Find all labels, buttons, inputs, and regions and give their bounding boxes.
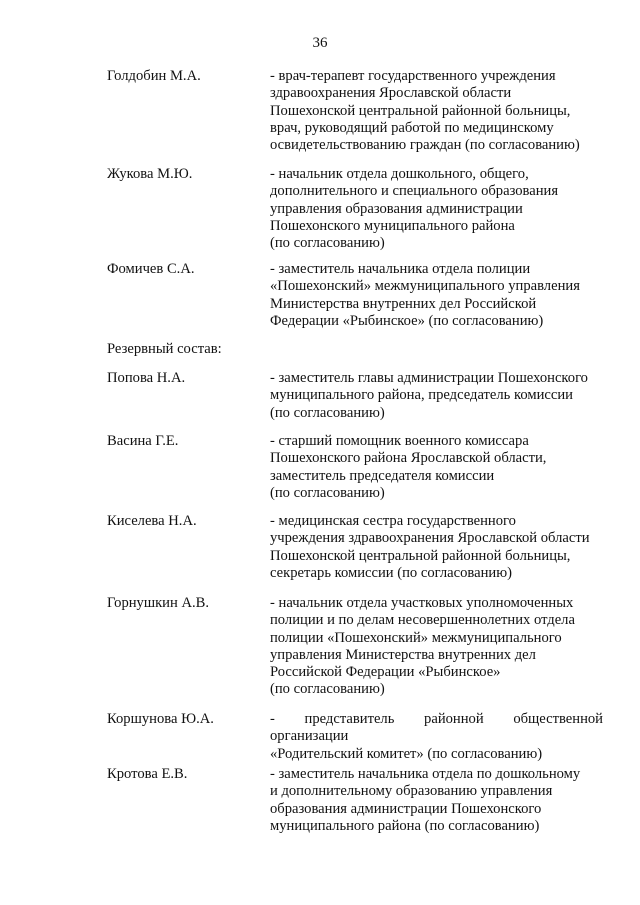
description-line: Пошехонской центральной районной больницы,: [270, 102, 571, 119]
member-name: Фомичев С.А.: [107, 261, 195, 277]
description-line: - медицинская сестра государственного: [270, 513, 516, 529]
page-number: 36: [312, 35, 328, 51]
description-line: «Родительский комитет» (по согласованию): [270, 745, 543, 762]
member-description: [270, 595, 603, 699]
description-line: освидетельствованию граждан (по согласованию): [270, 137, 580, 154]
description-line: и дополнительному образованию управления: [270, 783, 553, 800]
description-line: Пошехонского муниципального района: [270, 217, 515, 234]
description-line: здравоохранения Ярославской области: [270, 85, 512, 102]
description-line: - представитель районной общественной организации: [270, 711, 603, 745]
member-name: Голдобин М.А.: [107, 68, 201, 84]
member-name: Коршунова Ю.А.: [107, 711, 214, 727]
member-name: Жукова М.Ю.: [107, 166, 193, 182]
description-line: (по согласованию): [270, 235, 385, 252]
member-name: Киселева Н.А.: [107, 513, 197, 529]
description-line: (по согласованию): [270, 484, 385, 501]
description-line: муниципального района, председатель комиссии: [270, 387, 573, 404]
description-line: полиции «Пошехонский» межмуниципального: [270, 629, 562, 646]
description-line: - старший помощник военного комиссара: [270, 433, 529, 449]
description-line: (по согласованию): [270, 681, 385, 698]
description-line: - заместитель начальника отдела полиции: [270, 261, 531, 277]
member-name: Попова Н.А.: [107, 370, 186, 386]
description-line: образования администрации Пошехонского: [270, 800, 542, 817]
description-line: - начальник отдела участковых уполномоченных: [270, 595, 574, 611]
member-description: [270, 766, 603, 835]
reserve-heading: Резервный состав:: [107, 341, 222, 357]
member-description: [270, 513, 603, 582]
member-description: [270, 711, 603, 763]
member-name: Горнушкин А.В.: [107, 595, 210, 611]
member-description: [270, 166, 603, 252]
description-line: (по согласованию): [270, 404, 385, 421]
description-line: полиции и по делам несовершеннолетних отдела: [270, 612, 575, 629]
description-line: управления Министерства внутренних дел: [270, 646, 536, 663]
description-line: Российской Федерации «Рыбинское»: [270, 664, 501, 681]
member-description: [270, 370, 603, 422]
description-line: секретарь комиссии (по согласованию): [270, 564, 512, 581]
description-line: «Пошехонский» межмуниципального управления: [270, 278, 580, 295]
description-line: дополнительного и специального образования: [270, 183, 559, 200]
description-line: Пошехонской центральной районной больницы,: [270, 547, 571, 564]
member-description: [270, 68, 603, 154]
description-line: Пошехонского района Ярославской области,: [270, 450, 547, 467]
description-line: муниципального района (по согласованию): [270, 817, 540, 834]
member-name: Кротова Е.В.: [107, 766, 188, 782]
member-description: [270, 261, 603, 330]
member-description: [270, 433, 603, 502]
description-line: - врач-терапевт государственного учреждения: [270, 68, 556, 84]
description-line: Федерации «Рыбинское» (по согласованию): [270, 312, 544, 329]
description-line: управления образования администрации: [270, 200, 523, 217]
member-name: Васина Г.Е.: [107, 433, 179, 449]
description-line: - заместитель начальника отдела по дошкольному: [270, 766, 581, 782]
description-line: учреждения здравоохранения Ярославской области: [270, 530, 590, 547]
description-line: заместитель председателя комиссии: [270, 467, 495, 484]
description-line: Министерства внутренних дел Российской: [270, 295, 537, 312]
description-line: врач, руководящий работой по медицинскому: [270, 119, 554, 136]
description-line: - заместитель главы администрации Пошехонского: [270, 370, 588, 386]
description-line: - начальник отдела дошкольного, общего,: [270, 166, 529, 182]
